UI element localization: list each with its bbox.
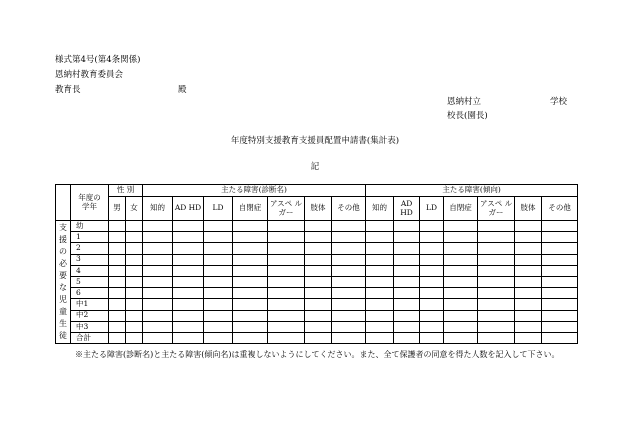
count-cell[interactable] [444, 221, 478, 232]
count-cell[interactable] [515, 221, 542, 232]
count-cell[interactable] [109, 243, 126, 254]
count-cell[interactable] [126, 332, 143, 343]
count-cell[interactable] [109, 265, 126, 276]
diagnosis-col-header: LD [204, 197, 233, 221]
diagnosis-group-header: 主たる障害(診断名) [143, 185, 366, 197]
count-cell[interactable] [478, 288, 515, 299]
count-cell[interactable] [420, 221, 444, 232]
count-cell[interactable] [173, 243, 204, 254]
count-cell[interactable] [515, 254, 542, 265]
count-cell[interactable] [332, 299, 366, 310]
grade-label: 合計 [71, 332, 109, 343]
tendency-col-header: その他 [542, 197, 578, 221]
count-cell[interactable] [332, 321, 366, 332]
count-cell[interactable] [233, 276, 268, 287]
grade-label: 1 [71, 232, 109, 243]
count-cell[interactable] [268, 288, 305, 299]
side-label-char: 必 [59, 259, 67, 269]
count-cell[interactable] [204, 254, 233, 265]
count-cell[interactable] [515, 321, 542, 332]
table-row [56, 288, 578, 299]
table-row [56, 321, 578, 332]
count-cell[interactable] [204, 243, 233, 254]
count-cell[interactable] [332, 232, 366, 243]
diagnosis-col-header: アスペ ルガー [268, 197, 305, 221]
sex-header: 性 別 [109, 185, 143, 197]
count-cell[interactable] [394, 321, 420, 332]
count-cell[interactable] [332, 265, 366, 276]
count-cell[interactable] [126, 299, 143, 310]
count-cell[interactable] [366, 310, 394, 321]
count-cell[interactable] [542, 288, 578, 299]
count-cell[interactable] [109, 288, 126, 299]
side-label-char: 徒 [59, 331, 67, 341]
side-label [56, 221, 71, 344]
count-cell[interactable] [143, 310, 173, 321]
grade-label: 5 [71, 276, 109, 287]
count-cell[interactable] [268, 299, 305, 310]
count-cell[interactable] [233, 288, 268, 299]
diagnosis-col-header: AD HD [173, 197, 204, 221]
count-cell[interactable] [109, 299, 126, 310]
count-cell[interactable] [109, 232, 126, 243]
document-title: 年度特別支援教育支援員配置申請書(集計表) [230, 136, 400, 146]
count-cell[interactable] [173, 265, 204, 276]
count-cell[interactable] [204, 332, 233, 343]
tendency-col-header: アスペ ルガー [478, 197, 515, 221]
count-cell[interactable] [366, 254, 394, 265]
grade-label: 4 [71, 265, 109, 276]
count-cell[interactable] [143, 254, 173, 265]
count-cell[interactable] [394, 221, 420, 232]
count-cell[interactable] [515, 332, 542, 343]
count-cell[interactable] [233, 232, 268, 243]
count-cell[interactable] [233, 265, 268, 276]
count-cell[interactable] [542, 276, 578, 287]
diagnosis-col-header: 肢体 [305, 197, 332, 221]
principal-label: 校長(園長) [447, 111, 488, 121]
count-cell[interactable] [478, 332, 515, 343]
tendency-col-header: 自閉症 [444, 197, 478, 221]
count-cell[interactable] [366, 276, 394, 287]
male-header: 男 [109, 197, 126, 221]
count-cell[interactable] [233, 221, 268, 232]
count-cell[interactable] [366, 299, 394, 310]
count-cell[interactable] [478, 254, 515, 265]
corner-cell [56, 185, 71, 221]
count-cell[interactable] [420, 232, 444, 243]
side-label-char: 援 [59, 235, 67, 245]
count-cell[interactable] [204, 288, 233, 299]
count-cell[interactable] [515, 299, 542, 310]
count-cell[interactable] [542, 265, 578, 276]
count-cell[interactable] [444, 332, 478, 343]
count-cell[interactable] [143, 232, 173, 243]
count-cell[interactable] [305, 299, 332, 310]
count-cell[interactable] [478, 276, 515, 287]
count-cell[interactable] [394, 265, 420, 276]
count-cell[interactable] [478, 232, 515, 243]
count-cell[interactable] [173, 299, 204, 310]
table-row [56, 332, 578, 343]
count-cell[interactable] [126, 221, 143, 232]
count-cell[interactable] [305, 288, 332, 299]
count-cell[interactable] [204, 321, 233, 332]
count-cell[interactable] [268, 332, 305, 343]
tendency-group-header: 主たる障害(傾向) [366, 185, 578, 197]
count-cell[interactable] [444, 310, 478, 321]
count-cell[interactable] [444, 254, 478, 265]
tendency-col-header: LD [420, 197, 444, 221]
count-cell[interactable] [143, 243, 173, 254]
count-cell[interactable] [173, 254, 204, 265]
table-row [56, 232, 578, 243]
count-cell[interactable] [143, 221, 173, 232]
count-cell[interactable] [173, 332, 204, 343]
count-cell[interactable] [394, 299, 420, 310]
count-cell[interactable] [173, 321, 204, 332]
count-cell[interactable] [204, 310, 233, 321]
count-cell[interactable] [233, 321, 268, 332]
count-cell[interactable] [478, 310, 515, 321]
count-cell[interactable] [366, 232, 394, 243]
count-cell[interactable] [173, 310, 204, 321]
count-cell[interactable] [444, 288, 478, 299]
count-cell[interactable] [268, 243, 305, 254]
count-cell[interactable] [394, 254, 420, 265]
count-cell[interactable] [394, 232, 420, 243]
table-row [56, 299, 578, 310]
count-cell[interactable] [394, 288, 420, 299]
count-cell[interactable] [420, 321, 444, 332]
count-cell[interactable] [143, 321, 173, 332]
school-suffix: 学校 [550, 97, 568, 107]
count-cell[interactable] [204, 221, 233, 232]
ki-marker: 記 [310, 162, 320, 172]
count-cell[interactable] [204, 265, 233, 276]
count-cell[interactable] [420, 288, 444, 299]
count-cell[interactable] [126, 310, 143, 321]
side-label-text [58, 222, 68, 342]
count-cell[interactable] [109, 332, 126, 343]
count-cell[interactable] [515, 288, 542, 299]
table-row [56, 243, 578, 254]
count-cell[interactable] [305, 332, 332, 343]
count-cell[interactable] [204, 232, 233, 243]
count-cell[interactable] [394, 276, 420, 287]
count-cell[interactable] [444, 243, 478, 254]
footnote: ※主たる障害(診断名)と主たる障害(傾向名)は重複しないようにしてください。また、全て保護者の同意を得た人数を記入して下さい。 [75, 350, 560, 359]
table-row [56, 221, 578, 232]
count-cell[interactable] [542, 221, 578, 232]
honorific: 殿 [178, 85, 187, 95]
count-cell[interactable] [366, 243, 394, 254]
count-cell[interactable] [542, 321, 578, 332]
table-row [56, 310, 578, 321]
count-cell[interactable] [268, 221, 305, 232]
count-cell[interactable] [173, 221, 204, 232]
count-cell[interactable] [366, 221, 394, 232]
diagnosis-col-header: 自閉症 [233, 197, 268, 221]
count-cell[interactable] [366, 332, 394, 343]
count-cell[interactable] [233, 254, 268, 265]
count-cell[interactable] [515, 243, 542, 254]
grade-label: 中1 [71, 299, 109, 310]
grade-label: 6 [71, 288, 109, 299]
count-cell[interactable] [126, 254, 143, 265]
count-cell[interactable] [478, 243, 515, 254]
count-cell[interactable] [332, 221, 366, 232]
count-cell[interactable] [233, 310, 268, 321]
count-cell[interactable] [332, 288, 366, 299]
count-cell[interactable] [478, 221, 515, 232]
count-cell[interactable] [444, 265, 478, 276]
female-header: 女 [126, 197, 143, 221]
count-cell[interactable] [332, 276, 366, 287]
count-cell[interactable] [420, 254, 444, 265]
form-number: 様式第4号(第4条関係) [55, 55, 141, 65]
count-cell[interactable] [173, 276, 204, 287]
count-cell[interactable] [420, 310, 444, 321]
grade-label: 3 [71, 254, 109, 265]
count-cell[interactable] [420, 332, 444, 343]
count-cell[interactable] [109, 321, 126, 332]
aggregate-table [55, 184, 578, 344]
count-cell[interactable] [268, 321, 305, 332]
count-cell[interactable] [366, 265, 394, 276]
count-cell[interactable] [126, 232, 143, 243]
table-row [56, 254, 578, 265]
count-cell[interactable] [542, 243, 578, 254]
count-cell[interactable] [478, 299, 515, 310]
count-cell[interactable] [109, 310, 126, 321]
count-cell[interactable] [233, 243, 268, 254]
count-cell[interactable] [143, 332, 173, 343]
count-cell[interactable] [126, 321, 143, 332]
village-school-label: 恩納村立 [447, 97, 482, 107]
count-cell[interactable] [420, 243, 444, 254]
count-cell[interactable] [143, 265, 173, 276]
count-cell[interactable] [394, 243, 420, 254]
count-cell[interactable] [444, 232, 478, 243]
count-cell[interactable] [143, 276, 173, 287]
count-cell[interactable] [204, 299, 233, 310]
grade-label: 中3 [71, 321, 109, 332]
count-cell[interactable] [126, 265, 143, 276]
count-cell[interactable] [305, 265, 332, 276]
count-cell[interactable] [305, 310, 332, 321]
count-cell[interactable] [268, 310, 305, 321]
count-cell[interactable] [332, 310, 366, 321]
diagnosis-col-header: 知的 [143, 197, 173, 221]
count-cell[interactable] [173, 288, 204, 299]
tendency-col-header: 肢体 [515, 197, 542, 221]
count-cell[interactable] [204, 276, 233, 287]
count-cell[interactable] [305, 276, 332, 287]
count-cell[interactable] [268, 276, 305, 287]
side-label-char: の [59, 247, 67, 257]
grade-label: 中2 [71, 310, 109, 321]
table-row [56, 276, 578, 287]
count-cell[interactable] [394, 332, 420, 343]
count-cell[interactable] [109, 254, 126, 265]
count-cell[interactable] [233, 332, 268, 343]
count-cell[interactable] [478, 265, 515, 276]
count-cell[interactable] [126, 288, 143, 299]
count-cell[interactable] [305, 321, 332, 332]
count-cell[interactable] [268, 232, 305, 243]
count-cell[interactable] [126, 276, 143, 287]
count-cell[interactable] [268, 265, 305, 276]
count-cell[interactable] [542, 232, 578, 243]
grade-header: 年度の学年 [71, 185, 109, 221]
count-cell[interactable] [515, 232, 542, 243]
tendency-col-header: AD HD [394, 197, 420, 221]
count-cell[interactable] [420, 299, 444, 310]
count-cell[interactable] [173, 232, 204, 243]
table-row [56, 265, 578, 276]
count-cell[interactable] [332, 332, 366, 343]
count-cell[interactable] [444, 321, 478, 332]
count-cell[interactable] [126, 243, 143, 254]
grade-label: 幼 [71, 221, 109, 232]
count-cell[interactable] [515, 310, 542, 321]
count-cell[interactable] [305, 243, 332, 254]
count-cell[interactable] [542, 254, 578, 265]
count-cell[interactable] [143, 299, 173, 310]
count-cell[interactable] [366, 288, 394, 299]
side-label-char: 童 [59, 307, 67, 317]
count-cell[interactable] [109, 276, 126, 287]
count-cell[interactable] [420, 276, 444, 287]
count-cell[interactable] [332, 254, 366, 265]
diagnosis-col-header: その他 [332, 197, 366, 221]
count-cell[interactable] [143, 288, 173, 299]
count-cell[interactable] [268, 254, 305, 265]
side-label-char: な [59, 283, 67, 293]
side-label-char: 支 [59, 223, 67, 233]
count-cell[interactable] [305, 232, 332, 243]
count-cell[interactable] [305, 254, 332, 265]
count-cell[interactable] [542, 310, 578, 321]
count-cell[interactable] [233, 299, 268, 310]
count-cell[interactable] [332, 243, 366, 254]
count-cell[interactable] [444, 276, 478, 287]
count-cell[interactable] [444, 299, 478, 310]
count-cell[interactable] [109, 221, 126, 232]
count-cell[interactable] [542, 299, 578, 310]
side-label-char: 要 [59, 271, 67, 281]
count-cell[interactable] [366, 321, 394, 332]
count-cell[interactable] [394, 310, 420, 321]
count-cell[interactable] [515, 265, 542, 276]
grade-label: 2 [71, 243, 109, 254]
count-cell[interactable] [420, 265, 444, 276]
side-label-char: 児 [59, 295, 67, 305]
issuer-name: 恩納村教育委員会 [55, 70, 124, 80]
tendency-col-header: 知的 [366, 197, 394, 221]
count-cell[interactable] [305, 221, 332, 232]
count-cell[interactable] [515, 276, 542, 287]
side-label-char: 生 [59, 319, 67, 329]
count-cell[interactable] [542, 332, 578, 343]
count-cell[interactable] [478, 321, 515, 332]
addressee: 教育長 [55, 85, 81, 95]
